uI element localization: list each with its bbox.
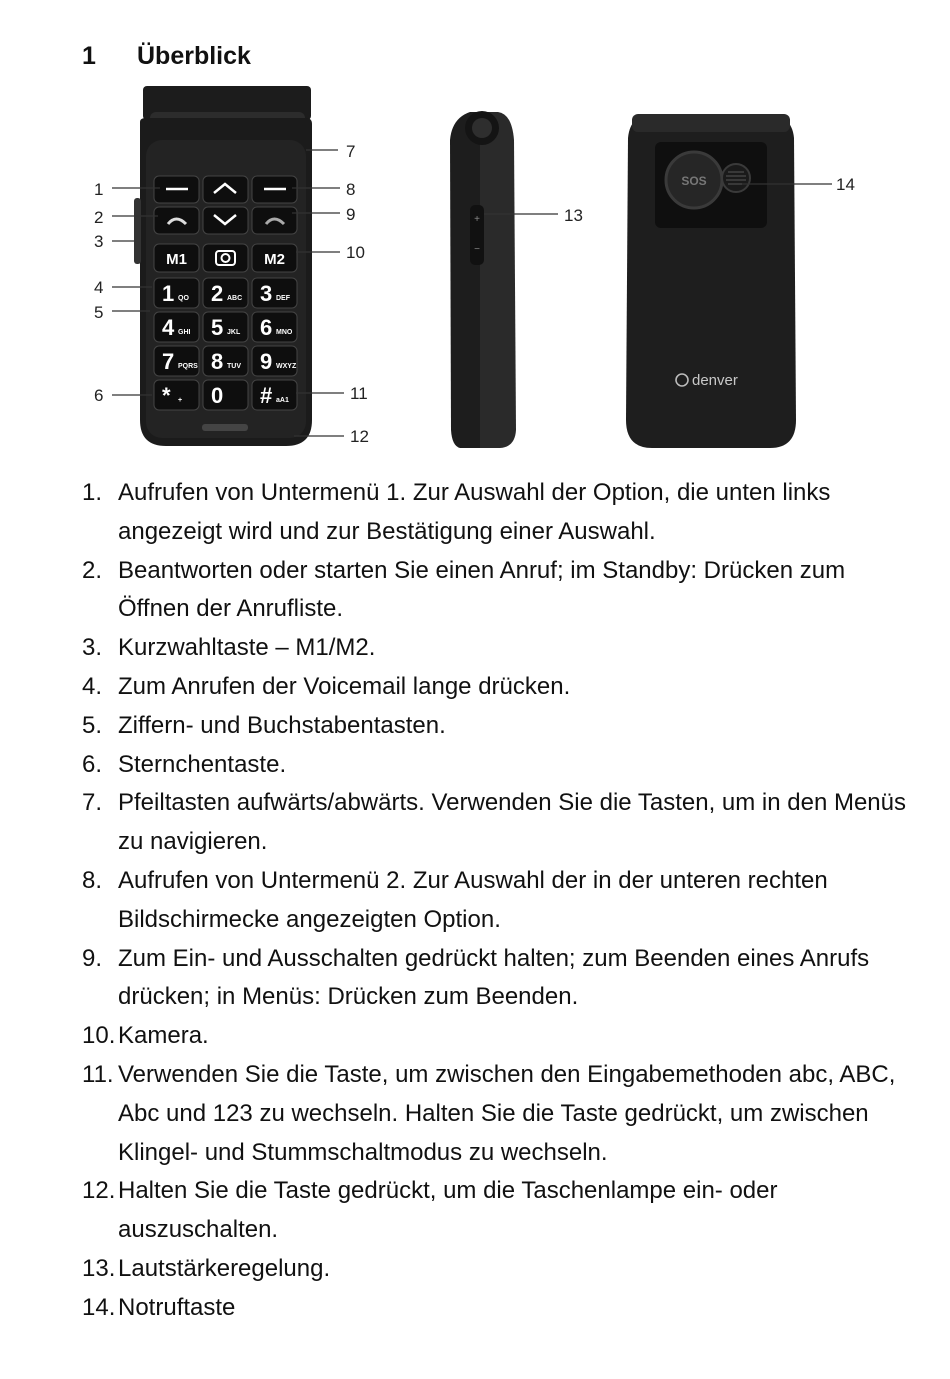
key-letters: GHI xyxy=(178,329,191,336)
list-item-number: 2. xyxy=(82,556,103,584)
list-item-text: Pfeiltasten aufwärts/abwärts. Verwenden Sie die Tasten, um in den Menüs zu navigieren. xyxy=(118,789,907,856)
callout-8: 8 xyxy=(346,180,356,199)
key-digit: * xyxy=(162,383,171,408)
keypad-key xyxy=(154,278,199,308)
key-digit: 4 xyxy=(162,315,175,340)
phone-overview-figure xyxy=(0,0,950,470)
list-item xyxy=(82,862,922,940)
key-digit: 7 xyxy=(162,349,175,374)
list-item-number: 3. xyxy=(82,634,103,662)
list-item xyxy=(82,746,922,785)
callout-12: 12 xyxy=(350,427,369,446)
key-letters: JKL xyxy=(227,329,241,336)
list-item-number: 1. xyxy=(82,479,103,506)
list-item xyxy=(82,668,922,707)
list-item-text: Kamera. xyxy=(118,1022,209,1050)
list-item xyxy=(82,1289,922,1328)
keypad-key xyxy=(203,244,248,272)
list-item-text: Aufrufen von Untermenü 2. Zur Auswahl der in der unteren rechten Bildschirmecke angezeigten Option. xyxy=(118,866,828,933)
list-item-number: 6. xyxy=(82,750,103,778)
list-item-number: 12. xyxy=(82,1177,116,1205)
list-item-text: Aufrufen von Untermenü 1. Zur Auswahl der Option, die unten links angezeigt wird und zur Bestätigung einer Auswahl. xyxy=(118,479,831,545)
keypad-key xyxy=(252,346,297,376)
list-item-text: Zum Anrufen der Voicemail lange drücken. xyxy=(118,672,571,700)
list-item-number: 14. xyxy=(82,1293,116,1321)
list-item-text: Zum Ein- und Ausschalten gedrückt halten; zum Beenden eines Anrufs drücken; in Menüs: Drücken zum Beenden. xyxy=(118,944,870,1011)
keypad-key xyxy=(203,312,248,342)
callout-11: 11 xyxy=(350,384,368,403)
keypad-key xyxy=(252,380,297,410)
list-item-text: Verwenden Sie die Taste, um zwischen den Eingabemethoden abc, ABC, Abc und 123 zu wechseln. Halten Sie die Taste gedrückt, um zwischen Klingel- und Stummschaltmodus zu wechseln. xyxy=(118,1060,896,1166)
list-item-text: Kurzwahltaste – M1/M2. xyxy=(118,634,376,662)
list-item xyxy=(82,707,922,746)
key-letters: + xyxy=(178,397,183,404)
callout-10: 10 xyxy=(346,243,365,262)
key-digit: 1 xyxy=(162,281,175,306)
list-item xyxy=(82,552,922,630)
key-letters: TUV xyxy=(227,363,241,370)
list-item xyxy=(82,629,922,668)
section-number: 1 xyxy=(82,42,96,70)
m1-key-label: M1 xyxy=(166,251,187,268)
list-item-text: Lautstärkeregelung. xyxy=(118,1254,331,1282)
list-item-number: 13. xyxy=(82,1254,116,1282)
callout-1: 1 xyxy=(94,180,104,199)
callout-2: 2 xyxy=(94,208,104,227)
list-item xyxy=(82,474,922,552)
list-item-text: Notruftaste xyxy=(118,1293,236,1321)
svg-text:+: + xyxy=(474,214,480,225)
key-digit: 2 xyxy=(211,281,224,306)
key-letters: ABC xyxy=(227,295,243,302)
keypad-key xyxy=(203,278,248,308)
phone-back-view xyxy=(626,114,796,448)
list-item xyxy=(82,940,922,1018)
keypad-key xyxy=(154,346,199,376)
key-digit: 0 xyxy=(211,383,224,408)
callout-3: 3 xyxy=(94,232,104,251)
section-title: Überblick xyxy=(137,42,251,70)
key-digit: 3 xyxy=(260,281,273,306)
list-item-number: 5. xyxy=(82,711,103,739)
key-digit: 5 xyxy=(211,315,224,340)
callout-5: 5 xyxy=(94,303,104,322)
list-item-text: Halten Sie die Taste gedrückt, um die Taschenlampe ein- oder auszuschalten. xyxy=(118,1177,778,1244)
list-item-number: 9. xyxy=(82,944,103,972)
callout-9: 9 xyxy=(346,205,356,224)
m2-key-label: M2 xyxy=(264,251,285,268)
callout-13: 13 xyxy=(564,206,583,225)
list-item xyxy=(82,1017,922,1056)
keypad-key xyxy=(252,312,297,342)
keypad-key xyxy=(203,207,248,234)
phone-side-view xyxy=(450,111,516,448)
list-item-text: Beantworten oder starten Sie einen Anruf; im Standby: Drücken zum Öffnen der Anrufliste. xyxy=(118,556,846,623)
list-item-number: 8. xyxy=(82,866,103,894)
callout-6: 6 xyxy=(94,386,104,405)
keypad-key xyxy=(154,312,199,342)
list-item xyxy=(82,1250,922,1289)
key-letters: QO xyxy=(178,295,189,302)
callout-7: 7 xyxy=(346,142,356,161)
key-letters: DEF xyxy=(276,295,290,302)
callout-14: 14 xyxy=(836,175,855,194)
key-digit: 9 xyxy=(260,349,273,374)
list-item-number: 4. xyxy=(82,672,103,700)
sos-label: SOS xyxy=(681,174,707,188)
key-letters: PQRS xyxy=(178,363,198,370)
keypad-key xyxy=(203,346,248,376)
feature-list xyxy=(82,474,922,1328)
list-item-text: Ziffern- und Buchstabentasten. xyxy=(118,711,446,739)
callout-4: 4 xyxy=(94,278,104,297)
key-digit: # xyxy=(260,383,273,408)
list-item-text: Sternchentaste. xyxy=(118,750,287,778)
key-letters: WXYZ xyxy=(276,363,297,370)
phone-front-view xyxy=(134,86,312,446)
brand-logo: denver xyxy=(692,372,738,389)
keypad-key xyxy=(252,278,297,308)
key-digit: 6 xyxy=(260,315,273,340)
key-digit: 8 xyxy=(211,349,224,374)
keypad-key xyxy=(154,380,199,410)
list-item xyxy=(82,1056,922,1172)
svg-text:−: − xyxy=(474,244,480,255)
key-letters: aA1 xyxy=(276,397,289,404)
list-item xyxy=(82,1172,922,1250)
list-item xyxy=(82,784,922,862)
list-item-number: 10. xyxy=(82,1022,116,1050)
keypad-key xyxy=(203,380,248,410)
list-item-number: 7. xyxy=(82,789,103,817)
keypad-key xyxy=(203,176,248,203)
key-letters: MNO xyxy=(276,329,293,336)
list-item-number: 11. xyxy=(82,1060,114,1088)
